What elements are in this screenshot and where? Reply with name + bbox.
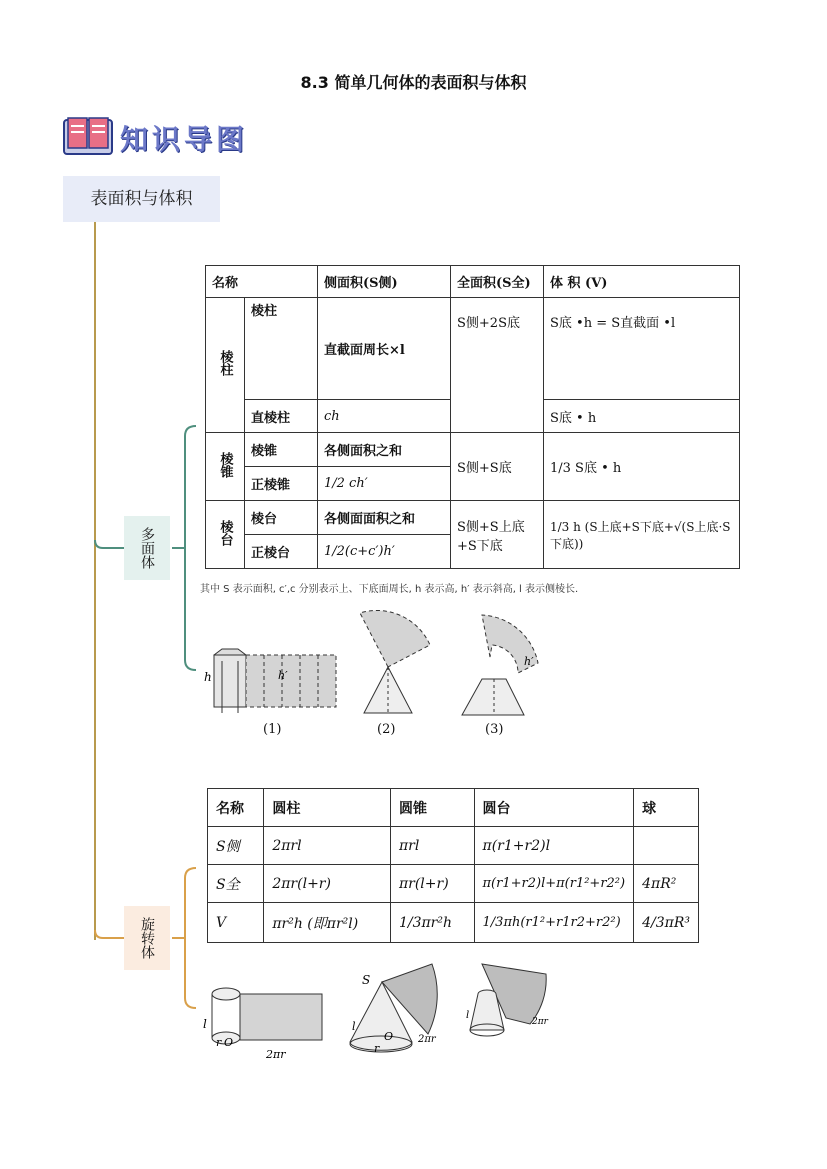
frustum-2pir-label: 2πr — [532, 1017, 548, 1027]
rotation-body-table — [207, 788, 699, 943]
t2-frustum-total: π(r1+r2)l+π(r1²+r2²) — [474, 865, 634, 903]
t1-header-lateral: 侧面积(S侧) — [318, 266, 451, 298]
table1-note: 其中 S 表示面积, c′,c 分别表示上、下底面周长, h 表示高, h′ 表示斜高, l 表示侧棱长. — [200, 584, 579, 595]
t2-cone-lateral: πrl — [390, 827, 474, 865]
prism-net-figure — [214, 649, 336, 713]
t1-group-prism: 棱柱 — [206, 298, 245, 433]
t1-group-frustum: 棱台 — [206, 501, 245, 569]
t2-header-frustum: 圆台 — [474, 789, 634, 827]
t2-sphere-lateral — [634, 827, 699, 865]
t1-prism-volume: S底 •h = S直截面 •l — [544, 298, 740, 400]
t1-pyramid: 棱锥 — [245, 433, 318, 467]
t1-right-prism-lateral: ch — [318, 400, 451, 433]
cone-2pir-label: 2πr — [418, 1034, 436, 1045]
figure-label-1: (1) — [263, 722, 282, 737]
t2-frustum-volume: 1/3πh(r1²+r1r2+r2²) — [474, 903, 634, 943]
t1-header-total: 全面积(S全) — [451, 266, 544, 298]
fig3-hp-label: h′ — [524, 655, 534, 668]
cone-o-label: O — [384, 1030, 394, 1043]
t1-right-prism-volume: S底 • h — [544, 400, 740, 433]
t1-header-volume: 体 积 (V) — [544, 266, 740, 298]
t1-frustum-lateral: 各侧面面积之和 — [318, 501, 451, 535]
t2-header-sphere: 球 — [634, 789, 699, 827]
t1-frustum: 棱台 — [245, 501, 318, 535]
t1-reg-pyramid: 正棱锥 — [245, 467, 318, 501]
cone-s-label: S — [362, 973, 371, 987]
t2-frustum-lateral: π(r1+r2)l — [474, 827, 634, 865]
t1-header-name: 名称 — [206, 266, 318, 298]
t2-cyl-lateral: 2πrl — [264, 827, 391, 865]
cone-l-label: l — [352, 1020, 356, 1033]
polyhedron-table — [205, 265, 740, 569]
t2-cyl-volume: πr²h (即πr²l) — [264, 903, 391, 943]
t2-header-name: 名称 — [208, 789, 264, 827]
figure-label-2: (2) — [377, 722, 396, 737]
root-node: 表面积与体积 — [63, 176, 220, 222]
t1-group-pyramid: 棱锥 — [206, 433, 245, 501]
pyramid-net-figure — [360, 610, 430, 713]
t1-prism-lateral: 直截面周长×l — [318, 298, 451, 400]
cyl-l-label: l — [203, 1017, 207, 1031]
t1-pyramid-total: S侧+S底 — [451, 433, 544, 501]
t2-header-cylinder: 圆柱 — [264, 789, 391, 827]
figure-label-3: (3) — [485, 722, 504, 737]
t2-cyl-total: 2πr(l+r) — [264, 865, 391, 903]
t2-sphere-total: 4πR² — [634, 865, 699, 903]
branch-polyhedron: 多面体 — [124, 516, 170, 580]
t2-sphere-volume: 4/3πR³ — [634, 903, 699, 943]
cyl-2pir-label: 2πr — [266, 1048, 286, 1061]
t1-frustum-volume: 1/3 h (S上底+S下底+√(S上底·S下底)) — [544, 501, 740, 569]
t2-row-lateral: S侧 — [208, 827, 264, 865]
t1-reg-pyramid-lateral: 1/2 ch′ — [318, 467, 451, 501]
t2-row-volume: V — [208, 903, 264, 943]
banner-title: 知识导图 — [120, 123, 249, 156]
cyl-o-label: O — [224, 1036, 234, 1049]
t1-reg-frustum: 正棱台 — [245, 535, 318, 569]
branch-rotation-body: 旋转体 — [124, 906, 170, 970]
t1-pyramid-volume: 1/3 S底 • h — [544, 433, 740, 501]
t2-cone-total: πr(l+r) — [390, 865, 474, 903]
cyl-r-label: r — [216, 1036, 222, 1049]
t1-frustum-total: S侧+S上底+S下底 — [451, 501, 544, 569]
t1-prism-total: S侧+2S底 — [451, 298, 544, 433]
t2-cone-volume: 1/3πr²h — [390, 903, 474, 943]
polyhedron-figures — [200, 605, 540, 725]
t2-header-cone: 圆锥 — [390, 789, 474, 827]
rotation-body-figures — [200, 960, 560, 1070]
page-title: 8.3 简单几何体的表面积与体积 — [300, 73, 527, 92]
t1-prism: 棱柱 — [245, 298, 318, 400]
t1-reg-frustum-lateral: 1/2(c+c′)h′ — [318, 535, 451, 569]
frustum-l-label: l — [466, 1010, 470, 1021]
t1-pyramid-lateral: 各侧面积之和 — [318, 433, 451, 467]
fig1-h-label: h — [204, 670, 212, 684]
t2-row-total: S全 — [208, 865, 264, 903]
cone-r-label: r — [374, 1042, 380, 1055]
t1-right-prism: 直棱柱 — [245, 400, 318, 433]
fig1-hp-label: h′ — [278, 669, 288, 682]
